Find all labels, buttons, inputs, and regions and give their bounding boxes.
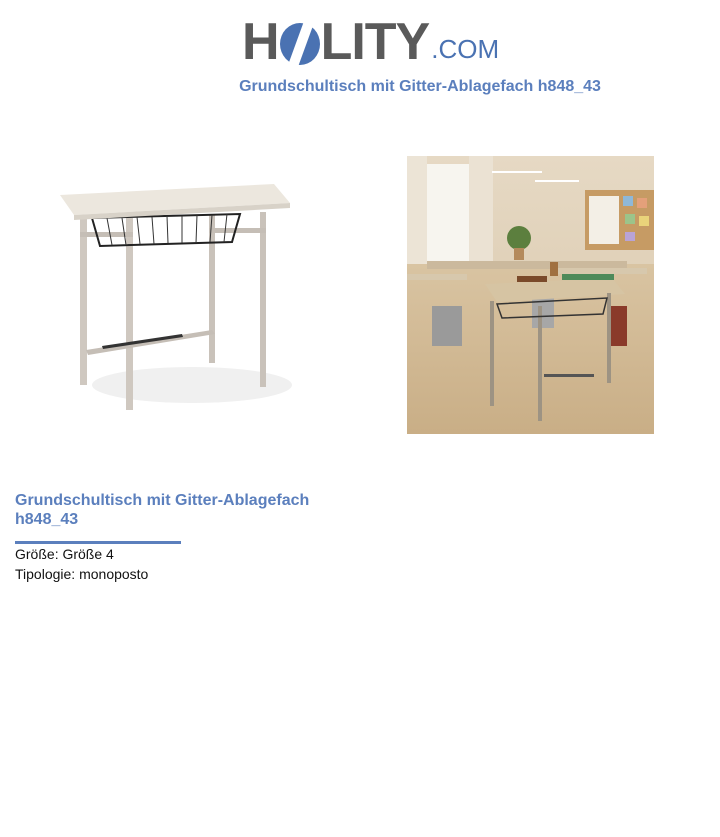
page-title: Grundschultisch mit Gitter-Ablagefach h848_43 (239, 78, 601, 95)
title-divider (15, 541, 181, 544)
product-title: Grundschultisch mit Gitter-Ablagefach h848_43 (15, 492, 310, 528)
attribute-type-value: monoposto (79, 566, 149, 582)
attribute-size: Größe: Größe 4 (15, 546, 114, 562)
logo-text-left: H (242, 13, 279, 71)
attribute-type-label: Tipologie (15, 566, 72, 582)
logo-text-right: LITY (320, 13, 430, 71)
holity-logo[interactable] (242, 8, 500, 71)
product-image (52, 170, 302, 420)
attribute-type: Tipologie: monoposto (15, 566, 149, 582)
logo-suffix: .COM (431, 34, 500, 64)
logo-o-icon (280, 23, 320, 65)
attribute-size-value: Größe 4 (62, 546, 114, 562)
classroom-image (407, 156, 654, 434)
attribute-size-label: Größe (15, 546, 55, 562)
